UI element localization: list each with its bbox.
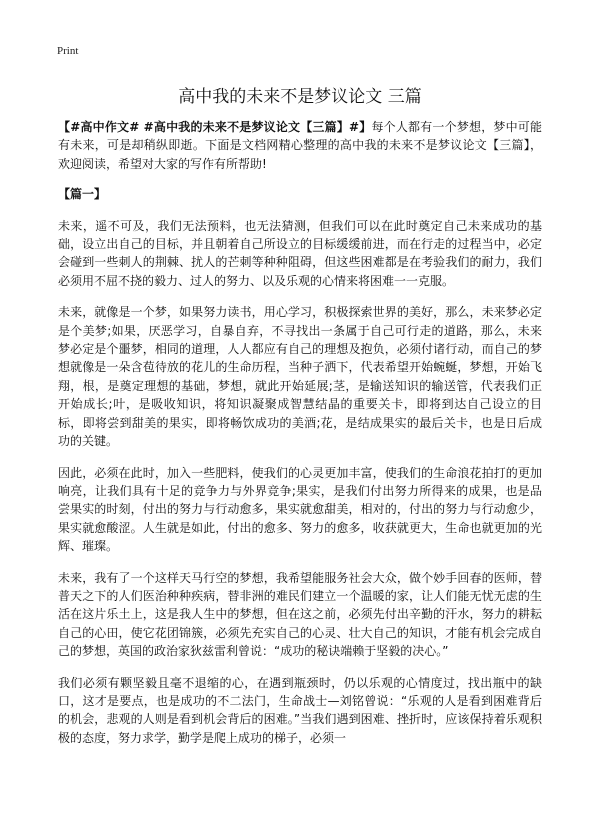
intro-tag: 【#高中作文# #高中我的未来不是梦议论文【三篇】#】 xyxy=(58,120,372,134)
intro-paragraph xyxy=(58,118,542,173)
intro-text: 每个人都有一个梦想，梦中可能有未来，可是却稍纵即逝。下面是文档网精心整理的高中我的未来不是梦议论文【三篇】，欢迎阅读，希望对大家的写作有所帮助! xyxy=(58,120,542,171)
paragraph-4: 未来，我有了一个这样天马行空的梦想，我希望能服务社会大众，做个妙手回春的医师，替普天之下的人们医治种种疾病，替非洲的难民们建立一个温暖的家，让人们能无忧无虑的生活在这片乐土上，这是我人生中的梦想，但在这之前，必须先付出辛勤的汗水，努力的耕耘自己的心田，使它花团锦簇，必须先充实自己的心灵、壮大自己的知识，才能有机会完成自己的梦想，英国的政治家狄兹雷利曾说：“成功的秘诀端赖于坚毅的决心。” xyxy=(58,570,542,659)
section-heading xyxy=(58,185,542,203)
print-link[interactable]: Print xyxy=(57,45,79,57)
section-heading-text: 【篇一】 xyxy=(58,187,107,202)
paragraph-2: 未来，就像是一个梦，如果努力读书，用心学习，积极探索世界的美好，那么，未来梦必定是个美梦;如果，厌恶学习，自暴自弃，不寻找出一条属于自己可行走的道路，那么，未来梦必定是个噩梦，相同的道理，人人都应有自己的理想及抱负，必须付诸行动，而自己的梦想就像是一朵含苞待放的花儿的生命历程，当种子洒下，代表希望开始蜿蜒，梦想，开始飞翔，根，是奠定理想的基础，梦想，就此开始延展;茎，是输送知识的输送管，代表我们正开始成长;叶，是吸收知识，将知识凝聚成智慧结晶的重要关卡，即将到达自己设立的目标，即将尝到甜美的果实，即将畅饮成功的美酒;花，是结成果实的最后关卡，也是日后成功的关键。 xyxy=(58,305,542,449)
paragraph-3: 因此，必须在此时，加入一些肥料，使我们的心灵更加丰富，使我们的生命浪花拍打的更加响亮，让我们具有十足的竞争力与外界竞争;果实，是我们付出努力所得来的成果，也是品尝果实的时刻，付出的努力与行动愈多，果实就愈甜美，相对的，付出的努力与行动愈少，果实就愈酸涩。人生就是如此，付出的愈多、努力的愈多，收获就更大，生命也就更加的光辉、璀璨。 xyxy=(58,465,542,554)
page-title: 高中我的未来不是梦议论文 三篇 xyxy=(178,87,422,107)
article-body xyxy=(58,118,542,760)
paragraph-1: 未来，遥不可及，我们无法预料，也无法猜测，但我们可以在此时奠定自己未来成功的基础，设立出自己的目标，并且朝着自己所设立的目标缓缓前进，而在行走的过程当中，必定会碰到一些刺人的荆棘、扰人的芒刺等种种阻碍，但这些困难都是在考验我们的耐力，我们必须用不屈不挠的毅力、过人的努力、以及乐观的心情来将困难一一克服。 xyxy=(58,218,542,288)
paragraph-5: 我们必须有颗坚毅且毫不退缩的心，在遇到瓶颈时，仍以乐观的心情度过，找出瓶中的缺口，这才是要点，也是成功的不二法门，生命战士—刘铭曾说：“乐观的人是看到困难背后的机会，悲观的人则是看到机会背后的困难。”当我们遇到困难、挫折时，应该保持着乐观积极的态度，努力求学，勤学是爬上成功的梯子，必须一 xyxy=(58,675,542,745)
